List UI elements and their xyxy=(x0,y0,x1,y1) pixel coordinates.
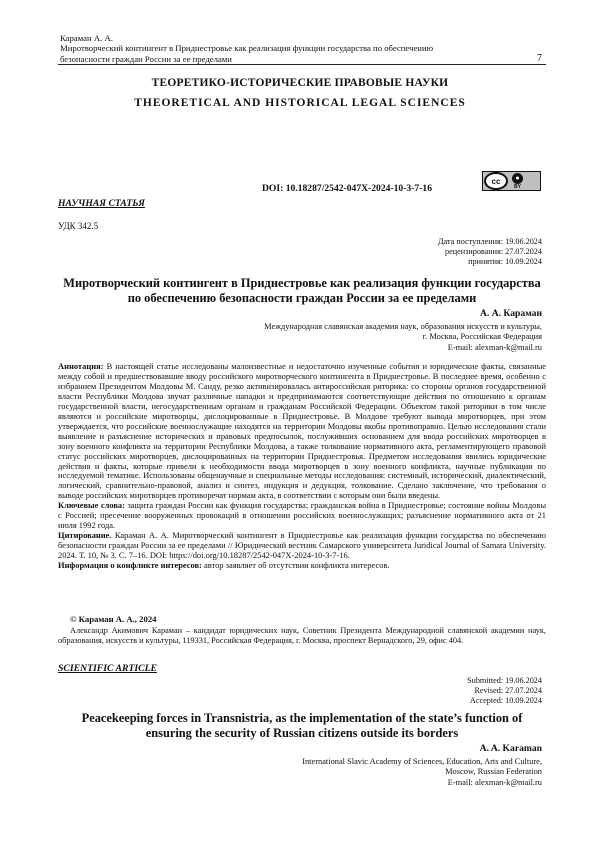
keywords-text: защита граждан России как функция государства; гражданская война в Приднестровье; состояние войны Молдовы с Россией; пресечение вооруженных провокаций в отношении российских военнослужащих; разъяснение нормативного акта от 21 июля 1992 года. xyxy=(58,500,547,531)
conflict-paragraph xyxy=(58,561,546,571)
keywords-paragraph xyxy=(58,501,546,531)
author-name-en: A. A. Karaman xyxy=(479,743,542,754)
cc-logo: cc xyxy=(484,172,508,190)
section-heading-en: THEORETICAL AND HISTORICAL LEGAL SCIENCES xyxy=(134,97,466,109)
page-number: 7 xyxy=(537,53,542,64)
person-icon: ● xyxy=(512,173,523,184)
date-revised: Revised: 27.07.2024 xyxy=(474,686,542,695)
affiliation-en xyxy=(142,757,542,788)
doi-line: DOI: 10.18287/2542-047X-2024-10-3-7-16 xyxy=(262,183,433,194)
article-title-ru: Миротворческий контингент в Приднестровье как реализация функции государства по обеспечению безопасности граждан России за ее пределами xyxy=(63,276,541,305)
article-type-en: SCIENTIFIC ARTICLE xyxy=(58,663,157,674)
dates-ru xyxy=(438,237,542,267)
creative-commons-by-icon[interactable] xyxy=(482,171,541,191)
running-head xyxy=(60,33,548,64)
date-submitted: Submitted: 19.06.2024 xyxy=(467,676,542,685)
date-accepted-en: Accepted: 10.09.2024 xyxy=(469,696,542,705)
conflict-text: автор заявляет об отсутствии конфликта интересов. xyxy=(203,560,390,571)
section-heading-ru: ТЕОРЕТИКО-ИСТОРИЧЕСКИЕ ПРАВОВЫЕ НАУКИ xyxy=(151,77,449,89)
by-label: BY xyxy=(514,183,521,190)
conflict-label: Информация о конфликте интересов: xyxy=(58,560,202,571)
affiliation-ru-line2: г. Москва, Российская Федерация xyxy=(422,332,542,342)
date-reviewed: рецензирования: 27.07.2024 xyxy=(444,247,542,256)
by-attribution xyxy=(512,173,523,190)
article-title-en: Peacekeeping forces in Transnistria, as the implementation of the state’s function of ensuring the security of Russian citizens outside its borders xyxy=(81,711,523,740)
affiliation-ru-line1: Международная славянская академия наук, образования искусств и культуры, xyxy=(264,322,542,331)
udk-code: УДК 342.5 xyxy=(58,221,99,231)
copyright-line: © Караман А. А., 2024 xyxy=(70,614,157,624)
dates-en xyxy=(467,676,542,706)
affiliation-en-line1: International Slavic Academy of Sciences, Education, Arts and Culture, xyxy=(302,757,542,766)
author-name-ru: А. А. Караман xyxy=(479,308,542,319)
running-head-author: Караман А. А. xyxy=(60,33,113,43)
abstract-paragraph xyxy=(58,362,546,501)
date-accepted: принятия: 10.09.2024 xyxy=(468,257,542,266)
running-head-title-line1: Миротворческий контингент в Приднестровье как реализация функции государства по обеспечению xyxy=(60,43,434,54)
author-email-en[interactable]: E-mail: alexman-k@mail.ru xyxy=(447,777,542,787)
keywords-label: Ключевые слова: xyxy=(58,500,125,511)
affiliation-en-line2: Moscow, Russian Federation xyxy=(445,767,542,777)
author-email-ru[interactable]: E-mail: alexman-k@mail.ru xyxy=(447,342,542,352)
article-type-ru: НАУЧНАЯ СТАТЬЯ xyxy=(58,198,145,209)
date-received: Дата поступления: 19.06.2024 xyxy=(437,237,542,246)
running-head-title-line2: безопасности граждан России за ее пределами xyxy=(60,53,232,64)
header-divider xyxy=(58,64,546,65)
citation-paragraph xyxy=(58,531,546,561)
abstract-label: Аннотация: xyxy=(58,361,104,371)
affiliation-ru xyxy=(142,322,542,353)
citation-label: Цитирование. xyxy=(58,530,112,541)
citation-text: Караман А. А. Миротворческий контингент в Приднестровье как реализация функции государства по обеспечению безопасности граждан России за ее пределами // Юридический вестник Самарского университета Juridical Journal of Samara University. 2024. Т. 10, № 3. С. 7–16. DOI: https://doi.org/10.18287/2542-047X-2024-10-3-7-16. xyxy=(58,530,547,561)
abstract-block xyxy=(58,362,546,571)
author-bio: Александр Акимович Караман – кандидат юридических наук, Советник Президента Международной славянской академии наук, образования, искусств и культуры, 119331, Российская Федерация, г. Москва, проспект Вернадского, 29, офис 404. xyxy=(58,626,546,645)
abstract-text: В настоящей статье исследованы малоизвестные и недостаточно изученные события и юридические факты, связанные между собой и предшествовавшие вводу российского миротворческого контингента в Приднестровье. В последнее время, особенно с избранием Президентом Молдовы М. Санду, резко активизировалась антироссийская риторика: со стороны органов государственной власти Республики Молдова звучат различные нападки и предпринимаются соответствующие действия по отношению к органам государственной власти, негосударственным органам и гражданам Российской Федерации. Объектом такой риторики в том числе являются и российские миротворцы, дислоцированные в Приднестровье. В Молдове требуют вывода миротворцев, при этом утверждается, что российские военнослужащие находятся на территории Молдовы якобы противоправно. Целью исследования стали выявление и разъяснение исторических и правовых предпосылок, послуживших основанием для ввода российских миротворцев в зону военного конфликта на территории Республики Молдова, а также толкование нормативного акта, регламентирующего правовой статус российских миротворцев, дислоцированных на территории Приднестровья. Предметом исследования явились юридические действия и факты, которые привели к необходимости ввода миротворцев в зону военного конфликта, научные публикации по исследуемой тематике. Использованы общенаучные и специальные методы исследования: системный, исторический, диалектический, логический, сравнительно-правовой, анализ и синтез, индукция и дедукция, толкование. Сделано заключение, что требования о выводе российских миротворцев противоречат нормам акта, в соответствии с которым они были введены. xyxy=(58,361,546,501)
